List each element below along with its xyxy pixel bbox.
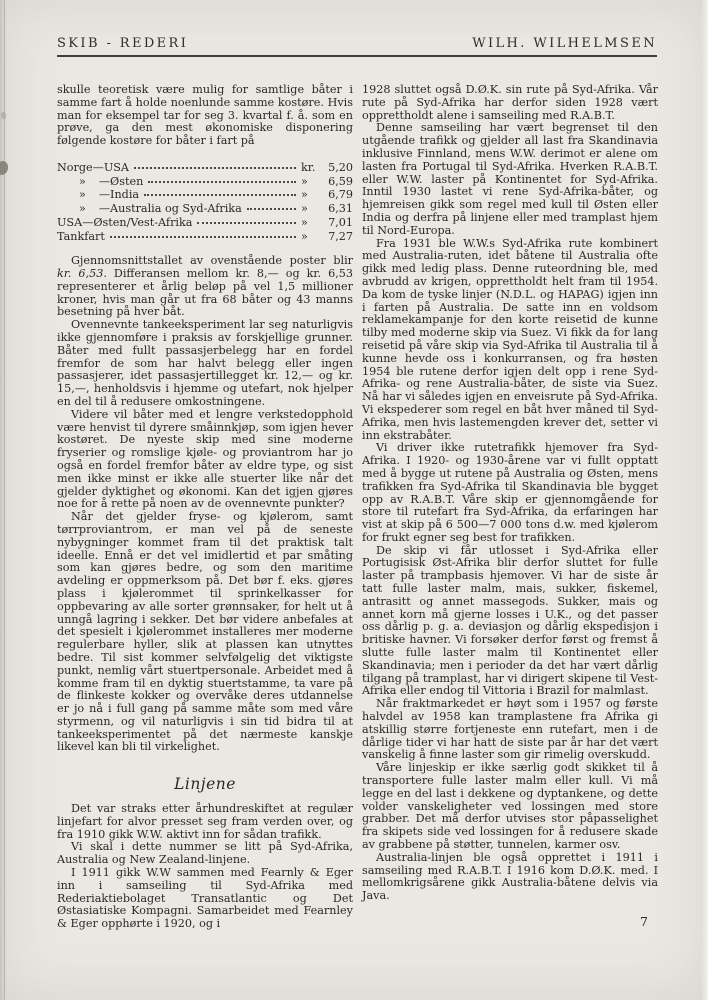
route-label: —India (98, 188, 140, 202)
rate-row (57, 202, 353, 216)
scan-edge-highlight-right (701, 0, 708, 1000)
currency-label: » (301, 174, 308, 188)
ditto-mark: » (79, 188, 86, 202)
paragraph: Når det gjelder fryse- og kjølerom, samt tørrproviantrom, er man vel på de seneste nybygninger kommet fram til det praktisk talt ideelle. Ennå er det vel imidlertid et par småting som kan gjøres bedre, og som den maritime avdeling er oppmerksom på. Det bør f. eks. gjøres plass i kjølerommet til sprinkelkasser for oppbevaring av alle sorter grønnsaker, for helt ut å unngå lagring i sekker. Det bør videre anbefales at det spesielt i kjølerommet installeres mer moderne regulerbare hyller, slik at plassen kan utnyttes bedre. Til sist kommer selvfølgelig det viktigste punkt, nemlig vårt stuertpersonale. Arbeidet med å komme fram til en dyktig stuertstamme, ta vare på de flinkeste kokker og overvåke deres utdannelse er jo nå i full gang på samme måte som med våre styrmenn, og vil naturligvis i sin tid bidra til at tankeeksperimentet på det nærmeste kanskje likevel kan bli til virkelighet. (57, 510, 353, 754)
route-label: Tankfart (57, 229, 105, 243)
rate-value: 6,79 (328, 188, 353, 202)
page-number: 7 (640, 914, 648, 929)
paragraph: Ovennevnte tankeeksperiment lar seg naturligvis ikke gjennomføre i praksis av forskjellige grunner. Båter med fullt passasjerbelegg har en fordel fremfor de som har halvt belegg eller ingen passasjerer, idet passasjertillegget kr. 12,— og kr. 15,—, henholdsvis i hjemme og utefart, nok hjelper en del til å redusere omkostningene. (57, 318, 353, 408)
paragraph: Det var straks etter århundreskiftet at regulær linjefart for alvor presset seg fram verden over, og fra 1910 gikk W.W. aktivt inn for sådan trafikk. (57, 802, 353, 841)
rate-row (57, 216, 353, 230)
currency-label: » (301, 202, 308, 216)
rate-value: 7,27 (328, 229, 353, 243)
left-column (57, 84, 353, 931)
paragraph: I 1911 gikk W.W sammen med Fearnly & Eger inn i samseiling til Syd-Afrika med Rederiaktiebolaget Transatlantic og Det Østasiatiske Kompagni. Samarbeidet med Fearnley & Eger opphørte i 1920, og i (57, 866, 353, 931)
paragraph: Når fraktmarkedet er høyt som i 1957 og første halvdel av 1958 kan tramplastene fra Afrika gi atskillig større fortjeneste enn rutefart, men i de dårlige tider vi har hatt de siste par år har det vært vanskelig å finne laster som gir rimelig overskudd. (362, 697, 658, 762)
paragraph (57, 255, 353, 319)
header-title-left: SKIB - REDERI (57, 36, 189, 51)
rate-row (57, 230, 353, 244)
paragraph: Vi skal i dette nummer se litt på Syd-Afrika, Australia og New Zealand-linjene. (57, 840, 353, 867)
header-title-right: WILH. WILHELMSEN (472, 36, 657, 51)
italic-figure: kr. 6,53. (57, 267, 107, 280)
scan-fold-line (4, 0, 5, 1000)
rate-row (57, 175, 353, 189)
route-label: —Østen (98, 174, 144, 188)
rate-value: 6,59 (328, 174, 353, 188)
section-heading: Linjene (174, 775, 236, 794)
paragraph: Australia-linjen ble også opprettet i 1911 i samseiling med R.A.B.T. I 1916 kom D.Ø.K. med. I mellomkrigsårene gikk Australia-båtene delvis via Java. (362, 850, 658, 903)
rates-table (57, 161, 353, 243)
right-column (362, 84, 658, 903)
paragraph-text: Gjennomsnittstallet av ovenstående poster blir (71, 254, 353, 268)
route-label: —Australia og Syd-Afrika (98, 202, 242, 216)
rate-row (57, 161, 353, 175)
paragraph: Vi driver ikke rutetrafikk hjemover fra Syd-Afrika. I 1920- og 1930-årene var vi fullt opptatt med å bygge ut rutene på Australia og Østen, mens trafikken fra Syd-Afrika til Skandinavia ble bygget opp av R.A.B.T. Våre skip er gjennomgående for store til rutefart fra Syd-Afrika, da erfaringen har vist at skip på 6 500—7 000 tons d.w. med kjølerom for frukt egner seg best for trafikken. (362, 441, 658, 544)
header-rule (57, 55, 657, 57)
ink-smudge-small (0, 112, 6, 120)
paragraph: skulle teoretisk være mulig for samtlige båter i samme fart å holde noenlunde samme kostøre. Hvis man for eksempel tar for seg 3. kvartal f. å. som en prøve, ga den mest økonomiske disponering følgende kostøre for båter i fart på (57, 83, 353, 148)
ditto-mark: » (79, 202, 86, 216)
route-label: USA—Østen/Vest-Afrika (57, 215, 193, 229)
paragraph: Våre linjeskip er ikke særlig godt skikket til å transportere fulle laster malm eller kull. Vi må legge en del last i dekkene og dyptankene, og dette volder vanskeligheter ved lossingen med store grabber. Det må derfor utvises stor påpasselighet fra skipets side ved lossingen for å redusere skade av grabbene på støtter, tunnelen, karmer osv. (362, 761, 658, 852)
paragraph: De skip vi får utlosset i Syd-Afrika eller Portugisisk Øst-Afrika blir derfor sluttet for fulle laster på trampbasis hjemover. Vi har de siste år tatt fulle laster malm, mais, sukker, fiskemel, antrasitt og annet massegods. Sukker, mais og annet korn må gjerne losses i U.K., og det passer oss dårlig p. g. a. deviasjon og dårlig ekspedisjon i britiske havner. Vi forsøker derfor først og fremst å slutte fulle laster malm til Kontinentet eller Skandinavia; men i perioder da det har vært dårlig tilgang på tramplast, har vi dirigert skipene til Vest-Afrika eller endog til Vittoria i Brazil for malmlast. (362, 543, 658, 698)
paragraph-text: Differansen mellom kr. 8,— og kr. 6,53 representerer et årlig beløp på vel 1,5 millioner kroner, hvis man går ut fra 68 båter og 43 manns besetning på hver båt. (57, 267, 353, 319)
rate-row (57, 188, 353, 202)
paragraph: Videre vil båter med et lengre verkstedopphold være henvist til dyrere småinnkjøp, som igjen hever kostøret. De nyeste skip med sine moderne fryserier og romslige kjøle- og proviantrom har jo også en fordel fremfor båter av eldre type, og sist men ikke minst er ikke alle stuerter like når det gjelder dyktighet og økonomi. Kan det igjen gjøres noe for å rette på noen av de ovennevnte punkter? (57, 407, 353, 511)
paragraph: Fra 1931 ble W.W.s Syd-Afrika rute kombinert med Australia-ruten, idet båtene til Australia ofte gikk med ledig plass. Denne ruteordning ble, med avbrudd av krigen, opprettholdt helt fram til 1954. Da kom de tyske linjer (N.D.L. og HAPAG) igjen inn i farten på Australia. De satte inn en voldsom reklamekampanje for den korte reisetid de kunne tilby med moderne skip via Suez. Vi fikk da for lang reisetid på våre skip via Syd-Afrika til Australia til å kunne hevde oss i konkurransen, og fra høsten 1954 ble rutene derfor igjen delt opp i rene Syd-Afrika- og rene Australia-båter, de siste via Suez. Nå har vi således igjen en enveisrute på Syd-Afrika. Vi ekspederer som regel en båt hver måned til Syd-Afrika, men hvis lastemengden krever det, setter vi inn ekstrabåter. (362, 236, 658, 442)
currency-label: » (301, 188, 308, 202)
rate-value: 6,31 (328, 202, 353, 216)
currency-label: » (301, 229, 308, 243)
ink-smudge (0, 160, 10, 177)
currency-label: kr. (301, 160, 316, 174)
currency-label: » (301, 215, 308, 229)
paragraph: Denne samseiling har vært begrenset til den utgående trafikk og gjelder all last fra Skandinavia inklusive Finnland, mens W.W. derimot er alene om lasten fra Portugal til Syd-Afrika. Hverken R.A.B.T. eller W.W. laster på Kontinentet for Syd-Afrika. Inntil 1930 lastet vi rene Syd-Afrika-båter, og hjemreisen gikk som regel med kull til Østen eller India og derfra på linjene eller med tramplast hjem til Nord-Europa. (362, 121, 658, 237)
paragraph: 1928 sluttet også D.Ø.K. sin rute på Syd-Afrika. Vår rute på Syd-Afrika har derfor siden 1928 vært opprettholdt alene i samseiling med R.A.B.T. (362, 83, 658, 122)
running-header (57, 36, 657, 51)
rate-value: 5,20 (328, 160, 353, 174)
rate-value: 7,01 (328, 215, 353, 229)
route-label: Norge—USA (57, 160, 130, 174)
ditto-mark: » (79, 174, 86, 188)
